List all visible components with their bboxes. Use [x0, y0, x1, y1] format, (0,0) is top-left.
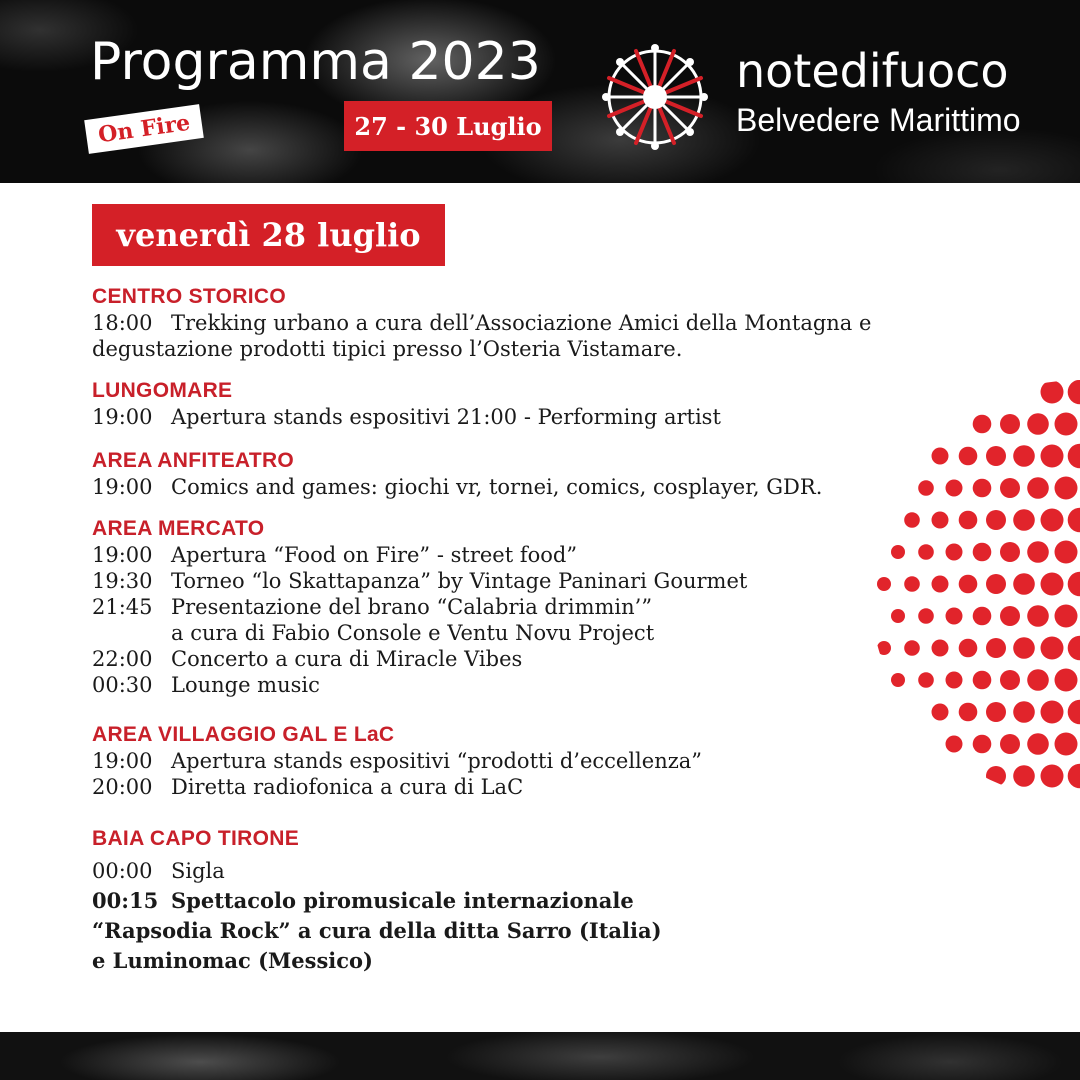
decorative-dot: [959, 511, 978, 530]
event-row: [92, 474, 932, 500]
section-area-villaggio: [92, 722, 932, 800]
event-text: Spettacolo piromusicale internazionale: [171, 888, 634, 913]
decorative-dot: [1027, 541, 1049, 563]
event-row: [92, 620, 932, 646]
event-time: 19:00: [92, 543, 153, 567]
decorative-dot: [973, 479, 992, 498]
section-title: CENTRO STORICO: [92, 285, 286, 308]
decorative-dot: [1013, 765, 1035, 787]
section-area-anfiteatro: [92, 448, 932, 500]
decorative-dot: [1000, 478, 1020, 498]
decorative-dot: [1041, 445, 1064, 468]
event-row: [92, 774, 932, 800]
event-time: 21:45: [92, 595, 153, 619]
decorative-dot: [986, 510, 1006, 530]
decorative-dot: [1055, 477, 1078, 500]
event-time: 19:30: [92, 569, 153, 593]
decorative-dot: [1013, 701, 1035, 723]
event-time: 00:15: [92, 888, 159, 913]
decorative-dot: [1013, 573, 1035, 595]
event-row: [92, 672, 932, 698]
brand-name: notedifuoco: [736, 44, 1009, 98]
event-time: 20:00: [92, 775, 153, 799]
event-continuation: e Luminomac (Messico): [92, 948, 373, 973]
decorative-dot: [1013, 637, 1035, 659]
decorative-dot: [1055, 413, 1078, 436]
decorative-dot: [1000, 542, 1020, 562]
program-list: [92, 284, 932, 974]
decorative-dot: [946, 672, 963, 689]
decorative-dot: [1000, 414, 1020, 434]
decorative-dot: [932, 512, 949, 529]
event-row: [92, 858, 932, 884]
decorative-dot: [946, 736, 963, 753]
decorative-dot: [1000, 670, 1020, 690]
decorative-dot: [973, 671, 992, 690]
event-row: [92, 568, 932, 594]
decorative-dot: [973, 543, 992, 562]
section-title: BAIA CAPO TIRONE: [92, 827, 300, 850]
decorative-dot: [973, 607, 992, 626]
decorative-dot: [1000, 734, 1020, 754]
decorative-dot: [1068, 764, 1080, 789]
decorative-dot: [959, 575, 978, 594]
decorative-dot: [1041, 381, 1064, 404]
decorative-dot: [1068, 636, 1080, 661]
section-lungomare: [92, 378, 932, 430]
decorative-dot: [1027, 477, 1049, 499]
event-text: Concerto a cura di Miracle Vibes: [171, 647, 523, 671]
decorative-dot: [932, 448, 949, 465]
firework-burst-icon: [600, 42, 710, 152]
decorative-dot: [946, 544, 963, 561]
festival-dates: 27 - 30 Luglio: [344, 101, 552, 151]
section-title: AREA VILLAGGIO GAL E LaC: [92, 723, 395, 746]
event-time: 19:00: [92, 475, 153, 499]
decorative-dot: [1068, 444, 1080, 469]
on-fire-tag: On Fire: [84, 104, 204, 154]
decorative-dot: [986, 702, 1006, 722]
event-text: Trekking urbano a cura dell’Associazione Amici della Montagna e: [171, 311, 872, 335]
event-time: 22:00: [92, 647, 153, 671]
event-row: [92, 594, 932, 620]
event-text: Torneo “lo Skattapanza” by Vintage Paninari Gourmet: [171, 569, 748, 593]
decorative-dot: [1000, 606, 1020, 626]
event-continuation: degustazione prodotti tipici presso l’Osteria Vistamare.: [92, 337, 683, 361]
event-time: 18:00: [92, 311, 153, 335]
decorative-dot: [1041, 509, 1064, 532]
event-time: 00:00: [92, 859, 153, 883]
brand-location: Belvedere Marittimo: [736, 102, 1021, 138]
decorative-dot: [973, 415, 992, 434]
decorative-dot: [1068, 700, 1080, 725]
event-text: Apertura “Food on Fire” - street food”: [171, 543, 578, 567]
section-baia-capo-tirone: [92, 826, 932, 974]
section-centro-storico: [92, 284, 932, 362]
decorative-dot: [1055, 605, 1078, 628]
decorative-dot: [1027, 669, 1049, 691]
decorative-dot: [959, 447, 978, 466]
decorative-dot: [1027, 733, 1049, 755]
event-continuation: “Rapsodia Rock” a cura della ditta Sarro (Italia): [92, 918, 662, 943]
event-time: 19:00: [92, 749, 153, 773]
event-text: Diretta radiofonica a cura di LaC: [171, 775, 524, 799]
event-row: [92, 404, 932, 430]
decorative-dot: [1027, 413, 1049, 435]
header-banner: [0, 0, 1080, 183]
event-text: Presentazione del brano “Calabria drimmin’”: [171, 595, 653, 619]
program-title: Programma 2023: [90, 32, 541, 92]
event-time: [92, 620, 171, 646]
decorative-dot: [1068, 572, 1080, 597]
decorative-dot: [986, 446, 1006, 466]
decorative-dot: [1055, 541, 1078, 564]
decorative-dot: [986, 574, 1006, 594]
section-area-mercato: [92, 516, 932, 698]
decorative-dot: [932, 704, 949, 721]
event-row: [92, 542, 932, 568]
decorative-dot: [932, 640, 949, 657]
section-title: AREA ANFITEATRO: [92, 449, 295, 472]
decorative-dot: [1055, 733, 1078, 756]
event-text: Comics and games: giochi vr, tornei, comics, cosplayer, GDR.: [171, 475, 823, 499]
decorative-dot: [1027, 605, 1049, 627]
decorative-dot: [946, 480, 963, 497]
decorative-dot: [986, 638, 1006, 658]
event-text: Sigla: [171, 859, 225, 883]
event-text: a cura di Fabio Console e Ventu Novu Project: [171, 621, 655, 645]
decorative-dot: [959, 703, 978, 722]
event-row: [92, 646, 932, 672]
decorative-dot: [932, 576, 949, 593]
event-text: Apertura stands espositivi 21:00 - Performing artist: [171, 405, 721, 429]
decorative-dot: [1068, 380, 1080, 404]
event-row: [92, 748, 932, 774]
decorative-dot: [1041, 701, 1064, 724]
decorative-dot: [946, 608, 963, 625]
footer-banner: [0, 1032, 1080, 1080]
section-title: AREA MERCATO: [92, 517, 265, 540]
decorative-dot: [1041, 573, 1064, 596]
decorative-dot: [959, 639, 978, 658]
decorative-dot: [1055, 669, 1078, 692]
event-time: 19:00: [92, 405, 153, 429]
decorative-dot: [1041, 637, 1064, 660]
event-row: [92, 310, 932, 336]
decorative-dot: [1013, 509, 1035, 531]
decorative-dot: [1068, 508, 1080, 533]
section-title: LUNGOMARE: [92, 379, 233, 402]
event-text: Apertura stands espositivi “prodotti d’eccellenza”: [171, 749, 703, 773]
day-banner: venerdì 28 luglio: [92, 204, 445, 266]
event-time: 00:30: [92, 673, 153, 697]
decorative-dot: [1041, 765, 1064, 788]
event-text: Lounge music: [171, 673, 320, 697]
decorative-dot: [986, 766, 1006, 786]
decorative-dot: [1013, 445, 1035, 467]
event-row-highlight: [92, 888, 932, 914]
decorative-dot: [973, 735, 992, 754]
